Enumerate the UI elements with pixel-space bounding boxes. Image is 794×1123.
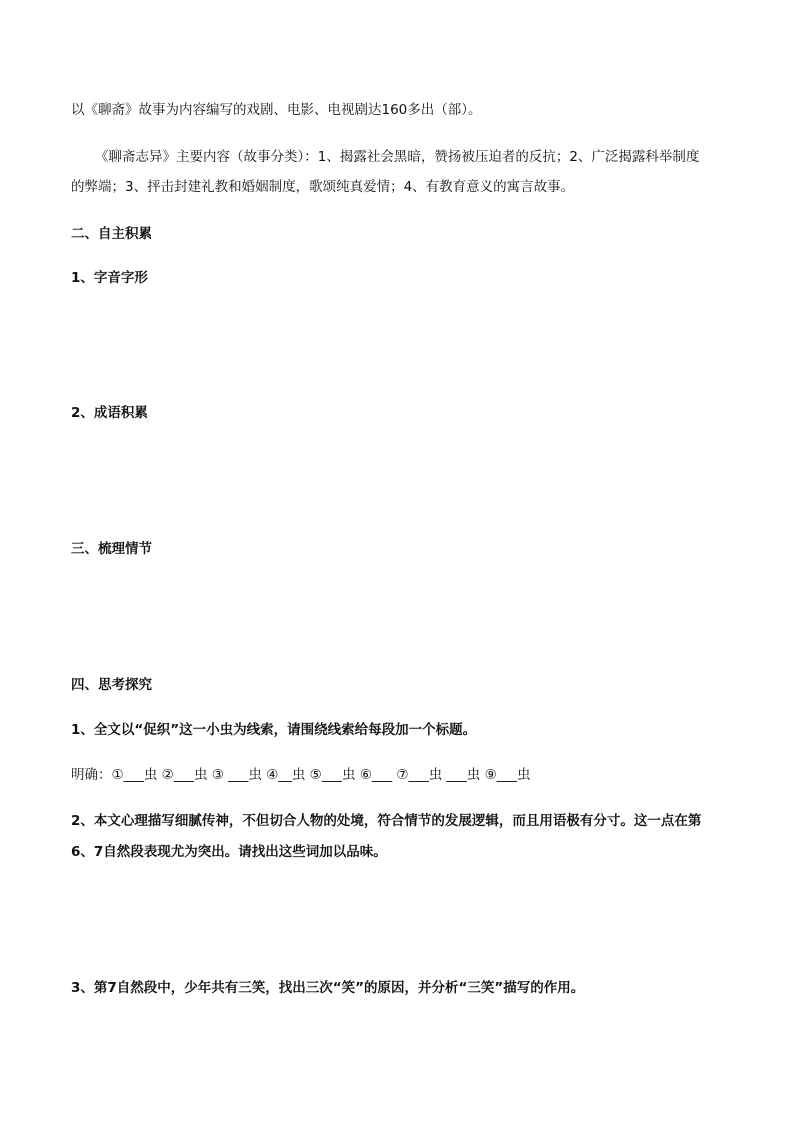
content-summary-line-1: 《聊斋志异》主要内容（故事分类）：1、揭露社会黑暗，赞扬被压迫者的反抗；2、广泛揭露科举制度: [95, 149, 700, 165]
subheading-idiom-accumulation: 2、成语积累: [71, 405, 148, 421]
question-3: 3、第7自然段中，少年共有三笑，找出三次“笑”的原因，并分析“三笑”描写的作用。: [71, 980, 585, 996]
question-1: 1、全文以“促织”这一小虫为线索，请围绕线索给每段加一个标题。: [71, 722, 477, 738]
content-summary-line-2: 的弊端；3、抨击封建礼教和婚姻制度，歌颂纯真爱情；4、有教育意义的寓言故事。: [71, 179, 575, 195]
section-heading-plot-outline: 三、梳理情节: [71, 541, 152, 557]
question-2-line-2: 6、7自然段表现尤为突出。请找出这些词加以品味。: [71, 844, 387, 860]
subheading-pronunciation-characters: 1、字音字形: [71, 270, 148, 286]
question-2-line-1: 2、本文心理描写细腻传神，不但切合人物的处境，符合情节的发展逻辑，而且用语极有分寸。这一点在第: [71, 813, 702, 829]
intro-paragraph: 以《聊斋》故事为内容编写的戏剧、电影、电视剧达160多出（部）。: [71, 102, 482, 118]
section-heading-thinking-exploration: 四、思考探究: [71, 677, 152, 693]
question-1-answer-blanks: 明确：①___虫 ②___虫 ③ ___虫 ④__虫 ⑤___虫 ⑥___ ⑦___虫 ___虫 ⑨___虫: [71, 767, 531, 783]
section-heading-self-accumulation: 二、自主积累: [71, 226, 152, 242]
